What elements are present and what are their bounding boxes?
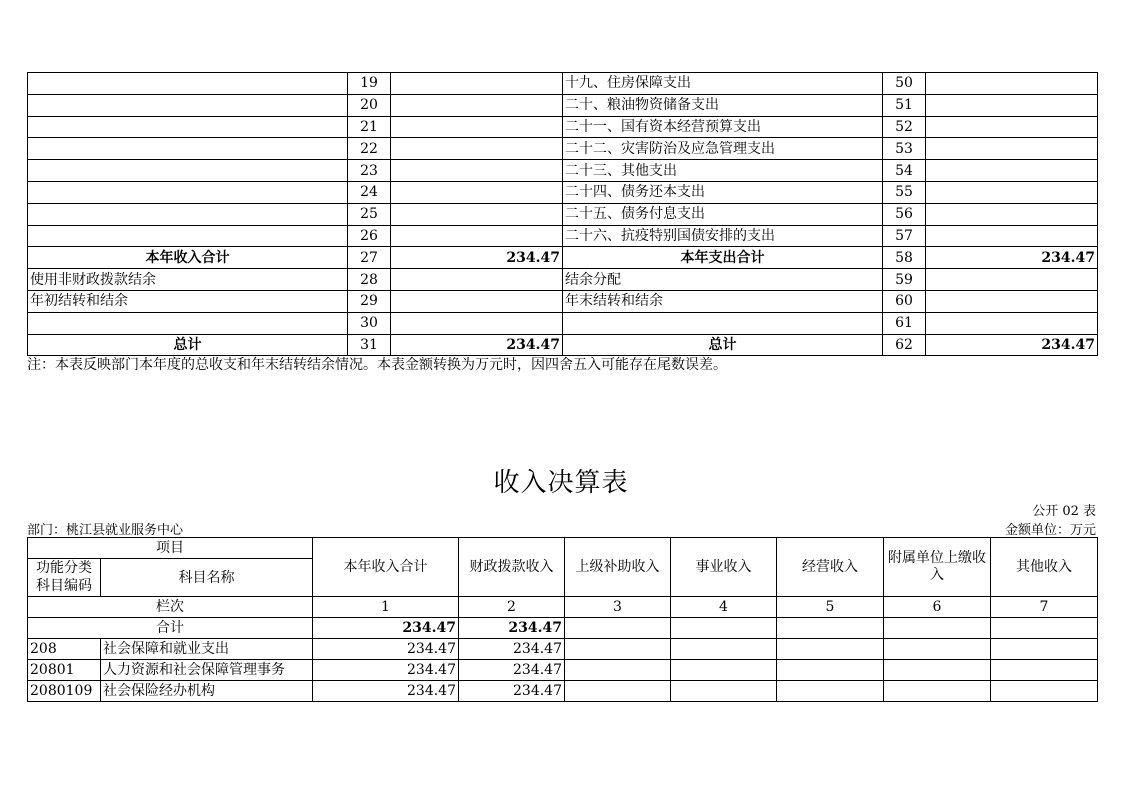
left-amount-cell: 234.47	[391, 334, 563, 356]
right-amount-cell	[926, 94, 1098, 116]
amount-cell: 234.47	[459, 639, 565, 660]
right-line-no-cell: 57	[883, 225, 926, 247]
right-item-cell: 二十六、抗疫特别国债安排的支出	[563, 225, 883, 247]
right-amount-cell	[926, 225, 1098, 247]
column-number-cell: 2	[459, 597, 565, 618]
summary-table-body	[28, 73, 1098, 356]
right-line-no-cell: 58	[883, 247, 926, 269]
right-item-cell: 结余分配	[563, 269, 883, 291]
amount-cell	[565, 660, 671, 681]
right-line-no-cell: 50	[883, 73, 926, 95]
header-other: 其他收入	[991, 538, 1098, 597]
total-row	[28, 618, 1098, 639]
right-item-cell: 十九、住房保障支出	[563, 73, 883, 95]
total-value-cell: 234.47	[313, 618, 459, 639]
left-item-cell: 年初结转和结余	[28, 290, 348, 312]
right-item-cell: 二十一、国有资本经营预算支出	[563, 116, 883, 138]
amount-cell: 234.47	[313, 681, 459, 702]
amount-cell	[565, 681, 671, 702]
table-row	[28, 225, 1098, 247]
table-row	[28, 247, 1098, 269]
table-row	[28, 181, 1098, 203]
total-value-cell	[671, 618, 777, 639]
left-amount-cell: 234.47	[391, 247, 563, 269]
left-amount-cell	[391, 225, 563, 247]
subject-code-cell: 208	[28, 639, 101, 660]
right-amount-cell	[926, 290, 1098, 312]
left-item-cell	[28, 312, 348, 334]
right-line-no-cell: 55	[883, 181, 926, 203]
right-amount-cell	[926, 116, 1098, 138]
table-row	[28, 312, 1098, 334]
amount-cell	[777, 660, 884, 681]
right-item-cell: 二十、粮油物资储备支出	[563, 94, 883, 116]
left-amount-cell	[391, 269, 563, 291]
department-label: 部门：桃江县就业服务中心	[27, 523, 184, 538]
subject-code-cell: 20801	[28, 660, 101, 681]
right-line-no-cell: 52	[883, 116, 926, 138]
right-item-cell: 二十二、灾害防治及应急管理支出	[563, 138, 883, 160]
right-item-cell: 总计	[563, 334, 883, 356]
amount-cell: 234.47	[313, 660, 459, 681]
left-line-no-cell: 30	[348, 312, 391, 334]
column-number-cell: 1	[313, 597, 459, 618]
left-amount-cell	[391, 160, 563, 182]
right-line-no-cell: 59	[883, 269, 926, 291]
table-row	[28, 116, 1098, 138]
left-line-no-cell: 31	[348, 334, 391, 356]
table-note: 注：本表反映部门本年度的总收支和年末结转结余情况。本表金额转换为万元时，因四舍五入可能存在尾数误差。	[27, 357, 727, 373]
header-code: 功能分类科目编码	[28, 559, 101, 597]
right-amount-cell	[926, 160, 1098, 182]
right-line-no-cell: 56	[883, 203, 926, 225]
amount-cell	[884, 660, 991, 681]
left-item-cell	[28, 94, 348, 116]
right-line-no-cell: 53	[883, 138, 926, 160]
left-line-no-cell: 26	[348, 225, 391, 247]
total-value-cell	[991, 618, 1098, 639]
subject-code-cell: 2080109	[28, 681, 101, 702]
income-table-body	[28, 538, 1098, 702]
left-line-no-cell: 25	[348, 203, 391, 225]
table-row	[28, 681, 1098, 702]
subject-name-cell: 人力资源和社会保障管理事务	[101, 660, 313, 681]
right-amount-cell	[926, 269, 1098, 291]
right-amount-cell: 234.47	[926, 334, 1098, 356]
header-business: 事业收入	[671, 538, 777, 597]
left-amount-cell	[391, 290, 563, 312]
table-row	[28, 334, 1098, 356]
amount-cell	[884, 681, 991, 702]
right-amount-cell	[926, 73, 1098, 95]
column-number-cell: 5	[777, 597, 884, 618]
total-value-cell	[777, 618, 884, 639]
amount-cell	[777, 681, 884, 702]
table-row	[28, 94, 1098, 116]
table-row	[28, 269, 1098, 291]
left-amount-cell	[391, 181, 563, 203]
left-amount-cell	[391, 203, 563, 225]
table-row	[28, 203, 1098, 225]
left-item-cell: 本年收入合计	[28, 247, 348, 269]
left-amount-cell	[391, 138, 563, 160]
subject-name-cell: 社会保险经办机构	[101, 681, 313, 702]
total-value-cell	[565, 618, 671, 639]
header-superior: 上级补助收入	[565, 538, 671, 597]
right-line-no-cell: 54	[883, 160, 926, 182]
amount-cell	[565, 639, 671, 660]
table-row	[28, 290, 1098, 312]
column-number-cell: 4	[671, 597, 777, 618]
table-row	[28, 639, 1098, 660]
right-line-no-cell: 60	[883, 290, 926, 312]
right-item-cell: 二十五、债务付息支出	[563, 203, 883, 225]
left-item-cell	[28, 116, 348, 138]
right-amount-cell	[926, 312, 1098, 334]
table-row	[28, 660, 1098, 681]
right-amount-cell	[926, 181, 1098, 203]
left-item-cell	[28, 160, 348, 182]
right-item-cell: 年末结转和结余	[563, 290, 883, 312]
left-line-no-cell: 22	[348, 138, 391, 160]
right-item-cell	[563, 312, 883, 334]
column-number-cell: 3	[565, 597, 671, 618]
left-item-cell	[28, 225, 348, 247]
right-amount-cell: 234.47	[926, 247, 1098, 269]
left-line-no-cell: 19	[348, 73, 391, 95]
amount-cell	[991, 681, 1098, 702]
header-affiliated: 附属单位上缴收入	[884, 538, 991, 597]
page-title: 收入决算表	[493, 468, 629, 498]
header-operating: 经营收入	[777, 538, 884, 597]
right-line-no-cell: 51	[883, 94, 926, 116]
amount-cell	[671, 660, 777, 681]
column-number-label: 栏次	[28, 597, 313, 618]
total-label: 合计	[28, 618, 313, 639]
left-item-cell	[28, 138, 348, 160]
left-item-cell: 使用非财政拨款结余	[28, 269, 348, 291]
amount-cell	[671, 681, 777, 702]
total-value-cell: 234.47	[459, 618, 565, 639]
right-line-no-cell: 62	[883, 334, 926, 356]
left-line-no-cell: 23	[348, 160, 391, 182]
header-project: 项目	[28, 538, 313, 559]
table-row	[28, 160, 1098, 182]
amount-cell: 234.47	[459, 681, 565, 702]
amount-cell: 234.47	[459, 660, 565, 681]
right-amount-cell	[926, 203, 1098, 225]
left-amount-cell	[391, 116, 563, 138]
header-total: 本年收入合计	[313, 538, 459, 597]
left-line-no-cell: 20	[348, 94, 391, 116]
left-line-no-cell: 21	[348, 116, 391, 138]
right-amount-cell	[926, 138, 1098, 160]
left-item-cell	[28, 203, 348, 225]
left-line-no-cell: 28	[348, 269, 391, 291]
left-amount-cell	[391, 73, 563, 95]
amount-cell	[777, 639, 884, 660]
column-number-row	[28, 597, 1098, 618]
right-line-no-cell: 61	[883, 312, 926, 334]
form-code: 公开 02 表	[1032, 504, 1096, 519]
right-item-cell: 本年支出合计	[563, 247, 883, 269]
left-amount-cell	[391, 312, 563, 334]
right-item-cell: 二十四、债务还本支出	[563, 181, 883, 203]
amount-cell: 234.47	[313, 639, 459, 660]
subject-name-cell: 社会保障和就业支出	[101, 639, 313, 660]
table-row	[28, 73, 1098, 95]
amount-cell	[991, 660, 1098, 681]
total-value-cell	[884, 618, 991, 639]
left-item-cell	[28, 181, 348, 203]
unit-label: 金额单位：万元	[1004, 523, 1096, 538]
left-item-cell: 总计	[28, 334, 348, 356]
amount-cell	[884, 639, 991, 660]
summary-table	[27, 72, 1098, 356]
left-line-no-cell: 24	[348, 181, 391, 203]
left-amount-cell	[391, 94, 563, 116]
income-table	[27, 537, 1098, 702]
left-item-cell	[28, 73, 348, 95]
amount-cell	[991, 639, 1098, 660]
left-line-no-cell: 27	[348, 247, 391, 269]
column-number-cell: 7	[991, 597, 1098, 618]
header-fiscal: 财政拨款收入	[459, 538, 565, 597]
left-line-no-cell: 29	[348, 290, 391, 312]
amount-cell	[671, 639, 777, 660]
column-number-cell: 6	[884, 597, 991, 618]
table-row	[28, 138, 1098, 160]
right-item-cell: 二十三、其他支出	[563, 160, 883, 182]
header-name: 科目名称	[101, 559, 313, 597]
